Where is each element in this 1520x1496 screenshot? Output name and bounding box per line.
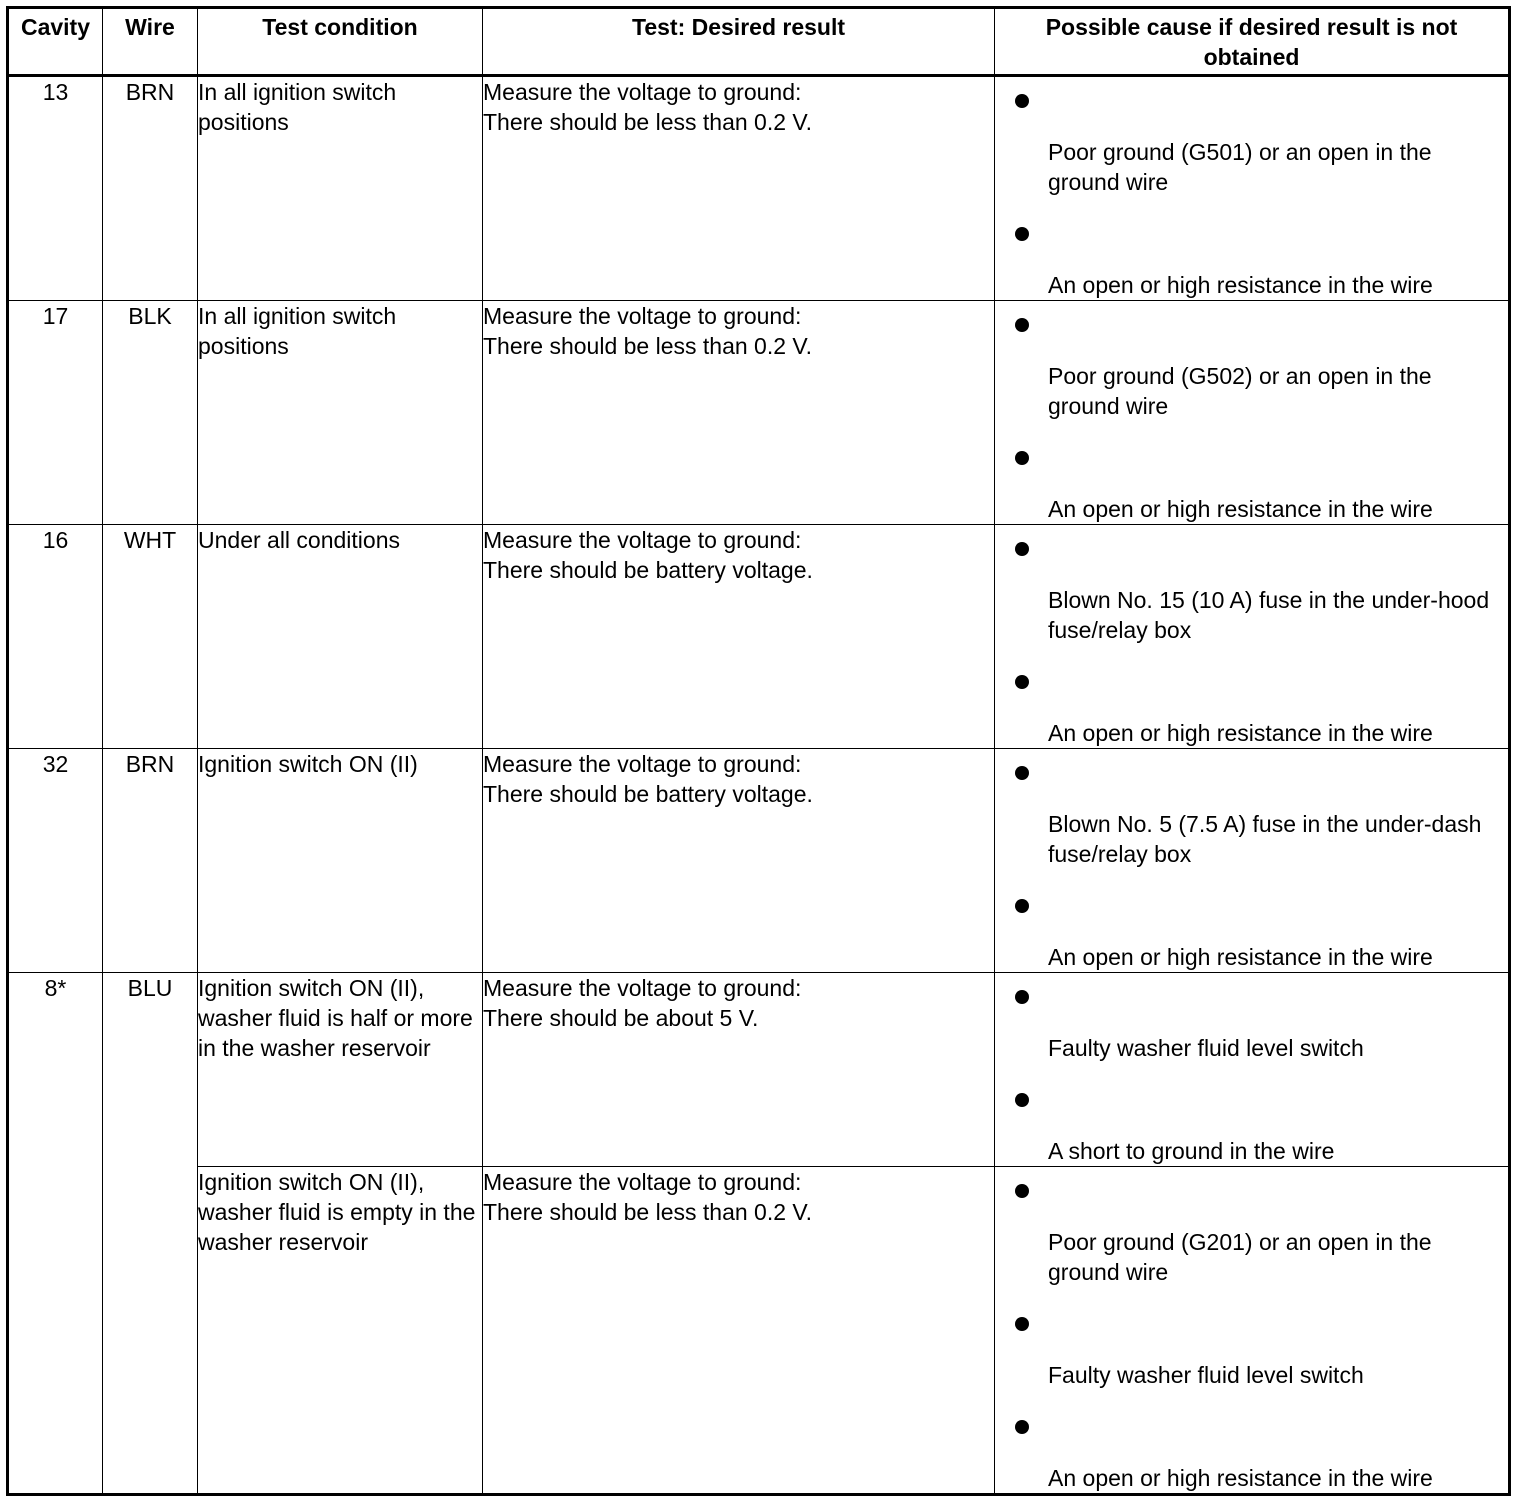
result-line: There should be battery voltage.	[483, 781, 813, 807]
result-line: Measure the voltage to ground:	[483, 303, 802, 329]
cause-item	[995, 82, 1508, 197]
cause-text: Faulty washer fluid level switch	[1048, 1362, 1364, 1388]
bullet-icon	[1015, 227, 1029, 241]
result-line: Measure the voltage to ground:	[483, 527, 802, 553]
bullet-icon	[1015, 899, 1029, 913]
table-row	[8, 1167, 1510, 1495]
bullet-icon	[1015, 1317, 1029, 1331]
cause-item	[995, 530, 1508, 645]
cause-text: An open or high resistance in the wire	[1048, 720, 1433, 746]
cause-text: An open or high resistance in the wire	[1048, 1465, 1433, 1491]
table-row	[8, 973, 1510, 1167]
bullet-icon	[1015, 1184, 1029, 1198]
cause-item	[995, 306, 1508, 421]
cause-item	[995, 1408, 1508, 1493]
cause-item	[995, 887, 1508, 972]
bullet-icon	[1015, 542, 1029, 556]
result-line: There should be about 5 V.	[483, 1005, 759, 1031]
test-condition-cell: In all ignition switch positions	[198, 301, 483, 525]
result-line: Measure the voltage to ground:	[483, 79, 802, 105]
bullet-icon	[1015, 766, 1029, 780]
cause-text: Blown No. 15 (10 A) fuse in the under-hood fuse/relay box	[1048, 587, 1490, 643]
bullet-icon	[1015, 1093, 1029, 1107]
test-condition-cell: Under all conditions	[198, 525, 483, 749]
header-test-condition: Test condition	[198, 8, 483, 76]
cause-item	[995, 663, 1508, 748]
wire-cell: WHT	[103, 525, 198, 749]
wire-cell: BLK	[103, 301, 198, 525]
cause-text: An open or high resistance in the wire	[1048, 272, 1433, 298]
bullet-icon	[1015, 1420, 1029, 1434]
cause-text: Poor ground (G201) or an open in the ground wire	[1048, 1229, 1432, 1285]
cavity-cell: 16	[8, 525, 103, 749]
cavity-cell: 32	[8, 749, 103, 973]
cause-item	[995, 978, 1508, 1063]
test-condition-cell: Ignition switch ON (II), washer fluid is empty in the washer reservoir	[198, 1167, 483, 1495]
cause-text: Blown No. 5 (7.5 A) fuse in the under-dash fuse/relay box	[1048, 811, 1482, 867]
possible-cause-cell	[995, 301, 1510, 525]
desired-result-cell	[483, 525, 995, 749]
desired-result-cell	[483, 749, 995, 973]
diagnostic-table	[6, 6, 1511, 1496]
cause-text: Poor ground (G502) or an open in the ground wire	[1048, 363, 1432, 419]
cause-text: An open or high resistance in the wire	[1048, 496, 1433, 522]
possible-cause-cell	[995, 1167, 1510, 1495]
wire-cell: BRN	[103, 749, 198, 973]
bullet-icon	[1015, 94, 1029, 108]
result-line: There should be less than 0.2 V.	[483, 1199, 813, 1225]
cavity-cell: 13	[8, 76, 103, 301]
header-desired-result: Test: Desired result	[483, 8, 995, 76]
header-cavity: Cavity	[8, 8, 103, 76]
bullet-icon	[1015, 451, 1029, 465]
table-row	[8, 76, 1510, 301]
cause-item	[995, 1081, 1508, 1166]
possible-cause-cell	[995, 76, 1510, 301]
result-line: Measure the voltage to ground:	[483, 975, 802, 1001]
table-row	[8, 525, 1510, 749]
result-line: Measure the voltage to ground:	[483, 751, 802, 777]
test-condition-cell: In all ignition switch positions	[198, 76, 483, 301]
table-row	[8, 301, 1510, 525]
cause-text: Poor ground (G501) or an open in the ground wire	[1048, 139, 1432, 195]
desired-result-cell	[483, 1167, 995, 1495]
possible-cause-cell	[995, 525, 1510, 749]
cavity-cell: 8*	[8, 973, 103, 1495]
cavity-cell: 17	[8, 301, 103, 525]
header-wire: Wire	[103, 8, 198, 76]
desired-result-cell	[483, 76, 995, 301]
header-row	[8, 8, 1510, 76]
bullet-icon	[1015, 318, 1029, 332]
cause-item	[995, 1305, 1508, 1390]
result-line: There should be less than 0.2 V.	[483, 109, 813, 135]
bullet-icon	[1015, 675, 1029, 689]
possible-cause-cell	[995, 973, 1510, 1167]
bullet-icon	[1015, 990, 1029, 1004]
result-line: There should be battery voltage.	[483, 557, 813, 583]
cause-item	[995, 215, 1508, 300]
desired-result-cell	[483, 973, 995, 1167]
cause-text: Faulty washer fluid level switch	[1048, 1035, 1364, 1061]
result-line: Measure the voltage to ground:	[483, 1169, 802, 1195]
table-row	[8, 749, 1510, 973]
cause-item	[995, 754, 1508, 869]
desired-result-cell	[483, 301, 995, 525]
cause-text: An open or high resistance in the wire	[1048, 944, 1433, 970]
test-condition-cell: Ignition switch ON (II)	[198, 749, 483, 973]
header-possible-cause: Possible cause if desired result is not obtained	[995, 8, 1510, 76]
test-condition-cell: Ignition switch ON (II), washer fluid is half or more in the washer reservoir	[198, 973, 483, 1167]
wire-cell: BRN	[103, 76, 198, 301]
possible-cause-cell	[995, 749, 1510, 973]
wire-cell: BLU	[103, 973, 198, 1495]
cause-text: A short to ground in the wire	[1048, 1138, 1335, 1164]
result-line: There should be less than 0.2 V.	[483, 333, 813, 359]
cause-item	[995, 1172, 1508, 1287]
cause-item	[995, 439, 1508, 524]
